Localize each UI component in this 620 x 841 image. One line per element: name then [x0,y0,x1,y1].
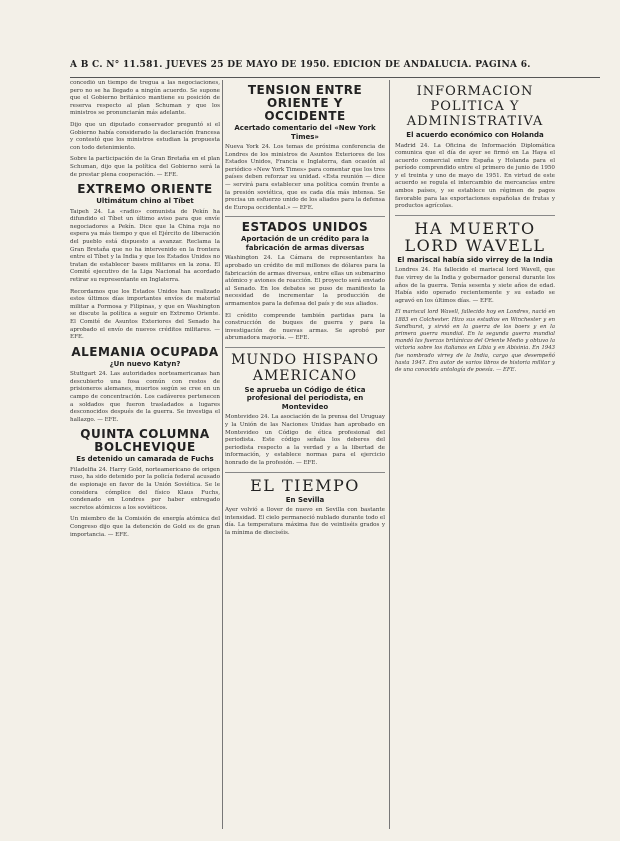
intro-paragraph: Dijo que un diputado conservador preguntó si el Gobierno había considerado la declaración francesa y contestó que los ministros estudian la propuesta con todo detenimiento. [70,121,220,151]
header-rule [70,77,600,78]
section-heading: EL TIEMPO [250,475,360,495]
section-subheading: ¿Un nuevo Katyn? [109,359,181,368]
intro-paragraph: Sobre la participación de la Gran Bretaña en el plan Schuman, dijo que la política del Gobierno será la de prestar plena cooperación. — EFE. [70,156,220,178]
divider [225,216,385,217]
column-rule [389,80,390,829]
section-subheading: El mariscal había sido virrey de la India [397,255,553,264]
article-body: El crédito comprende también partidas para la construcción de buques de guerra y para la investigación de nuevas armas. Se aprobó por abrumadora mayoría. — EFE. [225,312,385,342]
article-body: Madrid 24. La Oficina de Información Diplomática comunica que el día de ayer se firmó en La Haya el acuerdo comercial entre España y Holanda para el período comprendido entre el primero de junio de 1950 y el treinta y uno de mayo de 1951. En virtud de este acuerdo se regula el intercambio de mercancías entre ambos países, y se establece un régimen de pagos favorable para las exportaciones españolas de frutas y productos agrícolas. [395,142,555,210]
article-body: El mariscal lord Wavell, fallecido hoy en Londres, nació en 1883 en Colchester. Hizo sus estudios en Winchester y en Sandhurst, y sirvió en la guerra de los boers y en la primera guerra mundial. En la segunda guerra mundial mandó las fuerzas británicas del Oriente Medio y obtuvo la victoria sobre los italianos en Libia y en Abisinia. En 1943 fue nombrado virrey de la India, cargo que desempeñó hasta 1947. Era autor de varios libros de historia militar y de una conocida antología de poesía. — EFE. [395,309,555,373]
article-body: Un miembro de la Comisión de energía atómica del Congreso dijo que la detención de Gold es de gran importancia. — EFE. [70,516,220,538]
section-heading: MUNDO HISPANO AMERICANO [231,351,379,384]
section-subheading: Se aprueba un Código de ética profesional del periodista, en Montevideo [244,385,366,411]
section-subheading: Acertado comentario del «New York Times» [234,124,376,141]
article-body: Londres 24. Ha fallecido el mariscal lord Wavell, que fue virrey de la India y gobernador general durante los años de la guerra. Tenía sesenta y siete años de edad. Había sido operado recientemente y su estado se agravó en los últimos días. — EFE. [395,267,555,304]
page-header: A B C. N° 11.581. JUEVES 25 DE MAYO DE 1950. EDICION DE ANDALUCIA. PAGINA 6. [70,60,531,70]
article-body: Washington 24. La Cámara de representantes ha aprobado un crédito de mil millones de dólares para la fabricación de armas diversas, entre ellas un submarino atómico y aviones de reacción. El proyecto será enviado al Senado. En los debates se puso de manifiesto la necesidad de incrementar la producción de armamentos para la defensa del país y de sus aliados. [225,255,385,307]
column-2 [225,80,385,829]
section-subheading: Es detenido un camarada de Fuchs [76,455,214,464]
article-body: Stuttgart 24. Las autoridades norteamericanas han descubierto una fosa común con restos de prisioneros alemanes, muertos según se cree en un campo de concentración. Los cadáveres pertenecen a soldados que fueron trasladados a lugares desconocidos después de la guerra. Se investiga el hallazgo. — EFE. [70,371,220,423]
section-heading: ESTADOS UNIDOS [241,220,369,235]
divider [395,215,555,216]
section-heading: INFORMACION POLITICA Y ADMINISTRATIVA [406,84,544,129]
section-subheading: Ultimátum chino al Tíbet [96,197,194,206]
column-1 [70,80,220,829]
article-body: Nueva York 24. Los temas de próxima conferencia de Londres de los ministros de Asuntos Exteriores de los Estados Unidos, Francia e Inglaterra, dan ocasión al periódico «New York Times» para comentar que los tres países deben reforzar su unidad. «Esta reunión — dice — servirá para establecer una política común frente a la presión soviética, que es cada día más intensa. Se precisa un esfuerzo unido de los aliados para la defensa de Europa occidental.» — EFE. [225,144,385,211]
section-heading: ALEMANIA OCUPADA [71,344,219,359]
column-rule [222,80,223,829]
article-body: Ayer volvió a llover de nuevo en Sevilla con bastante intensidad. El cielo permaneció nublado durante todo el día. La temperatura máxima fue de veintiséis grados y la mínima de dieciséis. [225,507,385,536]
section-heading: HA MUERTO LORD WAVELL [404,218,546,255]
article-body: Taipeh 24. La «radio» comunista de Pekín ha difundido el Tíbet un último aviso para que envíe negociadores a Pekín. Dice que la China roja no espera ya más tiempo y que el Ejército de liberación del pueblo está dispuesto a avanzar. Reclama la Gran Bretaña que no ha intervenido en la frontera entre el Tíbet y la India y que los Estados Unidos no tratan de establecer bases militares en la zona. El Comité ejecutivo de la Liga Nacional ha acordado retirar su representante en Inglaterra. [70,208,220,283]
section-subheading: En Sevilla [285,495,325,504]
column-3 [395,80,555,829]
section-subheading: Aportación de un crédito para la fabricación de armas diversas [241,235,369,252]
divider [225,347,385,348]
intro-paragraph: concedió un tiempo de tregua a las negociaciones, pero no se ha llegado a ningún acuerdo. Se supone que el Gobierno británico mantiene su posición de reserva respecto al plan Schuman y que los ministros se pronunciarán más adelante. [70,80,220,117]
section-heading: QUINTA COLUMNA BOLCHEVIQUE [80,427,210,455]
section-subheading: El acuerdo económico con Holanda [406,131,544,139]
section-heading: EXTREMO ORIENTE [77,182,213,197]
article-body: Filadelfia 24. Harry Gold, norteamericano de origen ruso, ha sido detenido por la policía federal acusado de espionaje en favor de la Unión Soviética. Se le considera cómplice del físico Klaus Fuchs, condenado en Londres por haber entregado secretos atómicos a los soviéticos. [70,466,220,511]
section-heading: TENSION ENTRE ORIENTE Y OCCIDENTE [247,83,363,123]
divider [225,472,385,473]
article-body: Recordamos que los Estados Unidos han realizado estos últimos días importantes envíos de material militar a Formosa y Filipinas, y que en Washington se discute la política a seguir en Extremo Oriente. El Comité de Asuntos Exteriores del Senado ha aprobado el envío de nuevos créditos militares. — EFE. [70,288,220,341]
article-body: Montevideo 24. La asociación de la prensa del Uruguay y la Unión de las Naciones Unidas han aprobado en Montevideo un Código de ética profesional del periodista. Este código señala los deberes del periodista respecto a la verdad y a la libertad de información, y establece normas para el ejercicio honrado de la profesión. — EFE. [225,414,385,466]
